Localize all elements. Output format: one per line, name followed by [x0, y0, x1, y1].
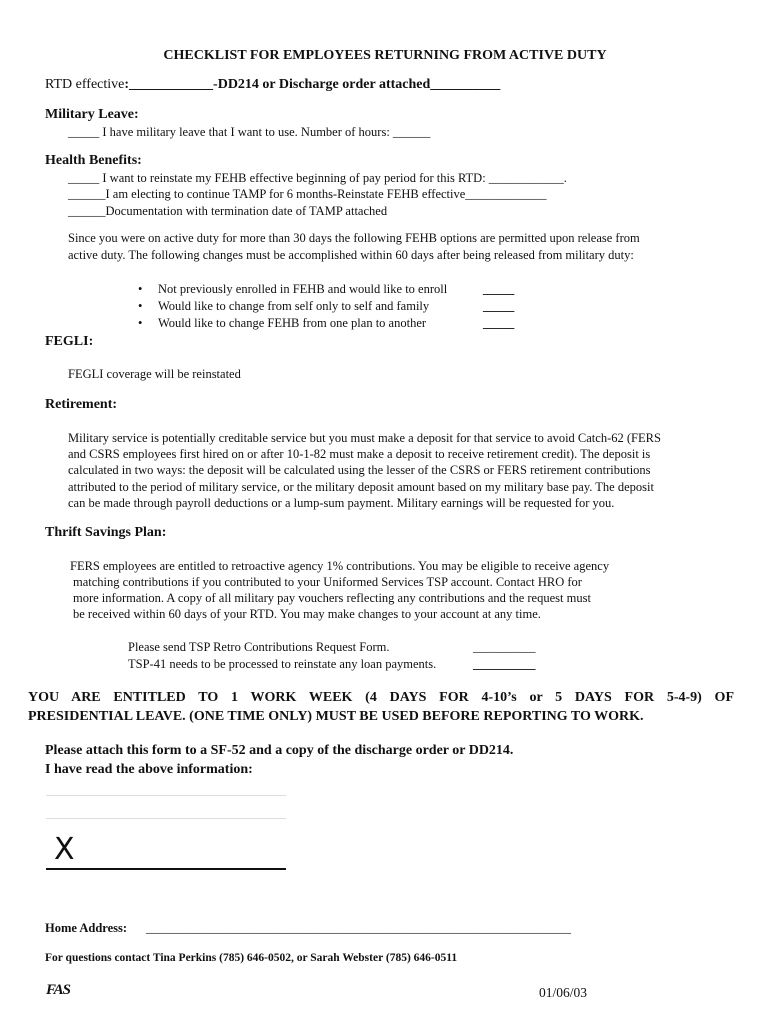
- fehb-option-text: Would like to change from self only to self and family: [158, 299, 430, 313]
- retirement-text-line: attributed to the period of military service, or the military deposit amount based on my military base pay. The deposit: [68, 480, 654, 494]
- tamp-continue-line[interactable]: ______I am electing to continue TAMP for 6 months-Reinstate FEHB effective_____________: [68, 187, 547, 201]
- page-title: CHECKLIST FOR EMPLOYEES RETURNING FROM ACTIVE DUTY: [163, 48, 607, 63]
- tsp-heading: Thrift Savings Plan:: [45, 525, 167, 540]
- health-benefits-heading: Health Benefits:: [45, 153, 142, 168]
- presidential-leave-notice-line-1: YOU ARE ENTITLED TO 1 WORK WEEK (4 DAYS FOR 4-10’s or 5 DAYS FOR 5-4-9) OF: [28, 690, 734, 705]
- rtd-label: RTD effective: [45, 77, 125, 92]
- fehb-option-text: Would like to change FEHB from one plan to another: [158, 316, 427, 330]
- fehb-option-item: [138, 299, 429, 314]
- contact-info: For questions contact Tina Perkins (785) 646-0502, or Sarah Webster (785) 646-0511: [45, 952, 458, 964]
- home-address-field[interactable]: ____________________________________________________________________: [146, 921, 571, 935]
- fas-logo: FAS: [46, 982, 70, 998]
- tsp-text-line: be received within 60 days of your RTD. You may make changes to your account at any time.: [73, 607, 541, 621]
- tsp-text-line: matching contributions if you contributed to your Uniformed Services TSP account. Contact HRO for: [73, 575, 582, 589]
- tsp-request-form-line: Please send TSP Retro Contributions Request Form.: [128, 640, 390, 654]
- signature-box[interactable]: [46, 795, 286, 819]
- presidential-leave-notice-line-2: PRESIDENTIAL LEAVE. (ONE TIME ONLY) MUST BE USED BEFORE REPORTING TO WORK.: [28, 709, 644, 724]
- form-date: 01/06/03: [539, 985, 588, 1000]
- retirement-heading: Retirement:: [45, 397, 118, 412]
- fehb-option-blank[interactable]: _____: [483, 282, 515, 296]
- tsp41-line: TSP-41 needs to be processed to reinstate any loan payments.: [128, 657, 437, 671]
- bullet-icon: •: [138, 282, 143, 296]
- fehb-option-blank[interactable]: _____: [483, 316, 515, 330]
- retirement-text-line: Military service is potentially creditable service but you must make a deposit for that service to avoid Catch-62 (FERS: [68, 431, 661, 445]
- fehb-options-intro-line-1: Since you were on active duty for more than 30 days the following FEHB options are permitted upon release from: [68, 231, 640, 245]
- fegli-text: FEGLI coverage will be reinstated: [68, 367, 241, 381]
- tsp-text-line: more information. A copy of all military pay vouchers reflecting any contributions and the request must: [73, 591, 591, 605]
- bullet-icon: •: [138, 299, 143, 313]
- signature-line[interactable]: [46, 868, 286, 870]
- military-leave-heading: Military Leave:: [45, 107, 139, 122]
- tamp-documentation-line[interactable]: ______Documentation with termination date of TAMP attached: [68, 204, 388, 218]
- retirement-text-line: can be made through payroll deductions or a lump-sum payment. Military earnings will be requested for you.: [68, 496, 615, 510]
- fehb-option-text: Not previously enrolled in FEHB and would like to enroll: [158, 282, 448, 296]
- fehb-option-item: [138, 316, 426, 331]
- tsp41-blank[interactable]: __________: [473, 657, 536, 671]
- home-address-label: Home Address:: [45, 921, 128, 935]
- fegli-heading: FEGLI:: [45, 334, 94, 349]
- attach-instructions: Please attach this form to a SF-52 and a copy of the discharge order or DD214.: [45, 743, 514, 758]
- fehb-option-item: [138, 282, 447, 297]
- retirement-text-line: calculated in two ways: the deposit will be calculated using the lesser of the CSRS or FERS retirement contributions: [68, 463, 651, 477]
- rtd-date-blank[interactable]: :____________: [124, 77, 214, 92]
- signature-x-mark: X: [54, 832, 75, 867]
- fehb-option-blank[interactable]: _____: [483, 299, 515, 313]
- fehb-reinstate-line[interactable]: _____ I want to reinstate my FEHB effective beginning of pay period for this RTD: ____________.: [68, 171, 567, 185]
- military-leave-line[interactable]: _____ I have military leave that I want to use. Number of hours: ______: [68, 125, 431, 139]
- read-acknowledgement: I have read the above information:: [45, 762, 253, 777]
- rtd-discharge-blank[interactable]: -DD214 or Discharge order attached__________: [213, 77, 501, 92]
- tsp-request-form-blank[interactable]: __________: [473, 640, 536, 654]
- tsp-text-line: FERS employees are entitled to retroactive agency 1% contributions. You may be eligible to receive agency: [70, 559, 610, 573]
- retirement-text-line: and CSRS employees first hired on or after 10-1-82 must make a deposit to receive retirement credit). The deposit is: [68, 447, 651, 461]
- rtd-line: [45, 77, 500, 93]
- bullet-icon: •: [138, 316, 143, 330]
- fehb-options-intro-line-2: active duty. The following changes must be accomplished within 60 days after being released from military duty:: [68, 248, 634, 262]
